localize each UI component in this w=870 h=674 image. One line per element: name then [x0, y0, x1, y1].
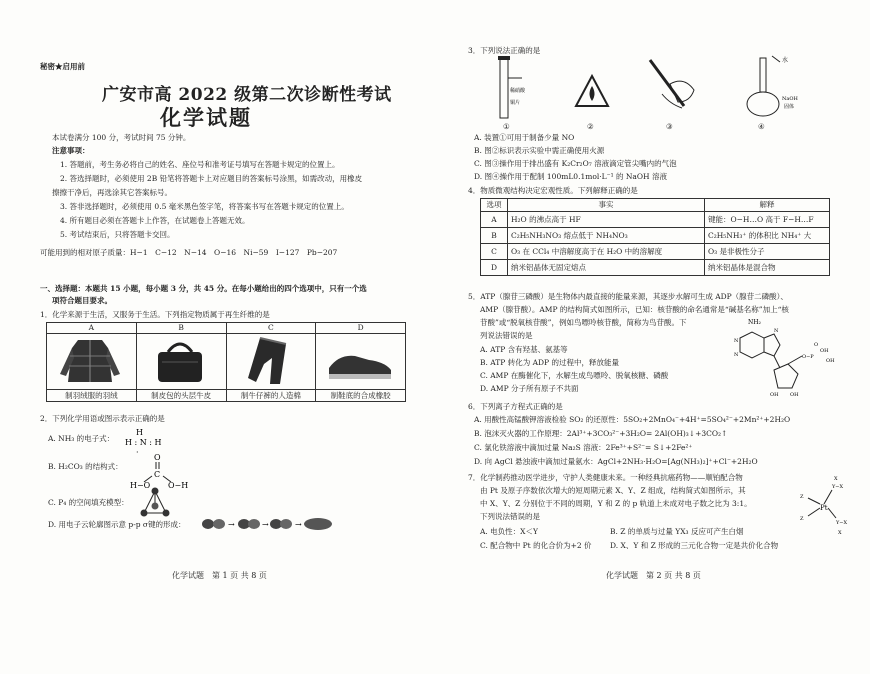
svg-text:O−H: O−H — [168, 481, 189, 490]
svg-text:H : N : H: H : N : H — [125, 438, 162, 447]
svg-text:H: H — [136, 428, 143, 437]
q2-option-a: A. NH₃ 的电子式： — [48, 434, 115, 443]
svg-text:→: → — [228, 520, 235, 529]
notice-1: 1. 答题前，考生务必将自己的姓名、座位号和准考证号填写在答题卡规定的位置上。 — [60, 160, 340, 169]
svg-text:OH: OH — [820, 348, 829, 354]
q4-row-d — [481, 260, 830, 276]
handbag-icon — [140, 334, 220, 386]
intro-text: 本试卷满分 100 分，考试时间 75 分钟。 — [52, 133, 191, 142]
shoe-icon — [319, 334, 399, 386]
q4-header-option: 选项 — [481, 199, 508, 212]
leather-bag-image — [136, 334, 226, 390]
q6-option-a: A. 用酸性高锰酸钾溶液检验 SO₂ 的还原性：5SO₂+2MnO₄⁻+4H⁺=5SO₄²⁻+2Mn²⁺+2H₂O — [474, 415, 791, 424]
burette-hand-icon — [640, 56, 700, 116]
q5-option-a: A. ATP 含有羟基、氨基等 — [480, 345, 568, 354]
q4-table — [480, 198, 830, 276]
notice-5: 5. 考试结束后，只将答题卡交回。 — [60, 230, 175, 239]
p4-model — [140, 488, 170, 518]
q4-row-b-explain: C₂H₅NH₃⁺ 的体积比 NH₄⁺ 大 — [705, 228, 830, 244]
q5-option-c: C. AMP 在酶催化下，水解生成鸟嘌呤、脱氧核糖、磷酸 — [480, 371, 669, 380]
notice-title: 注意事项： — [52, 146, 90, 155]
q3-option-d: D. 图④操作用于配制 100mL0.1mol·L⁻¹ 的 NaOH 溶液 — [474, 172, 667, 181]
h2co3-structure — [130, 452, 190, 488]
q2-option-b: B. H₂CO₃ 的结构式： — [48, 462, 123, 471]
notice-3: 3. 答非选择题时，必须使用 0.5 毫米黑色签字笔，将答案书写在答题卡规定的位置上。 — [60, 202, 349, 211]
q1-caption-d: 制鞋底的合成橡胶 — [316, 390, 406, 402]
question-5-line-1: 5．ATP（腺苷三磷酸）是生物体内最直接的能量来源，其逐步水解可生成 ADP（腺苷二磷酸）、 — [468, 292, 788, 301]
fig2-number: ② — [587, 122, 594, 131]
page-2-footer: 化学试题 第 2 页 共 8 页 — [606, 571, 701, 580]
section-one-heading-cont: 项符合题目要求。 — [52, 296, 112, 305]
fig4-label-naoh: NaOH — [782, 96, 798, 102]
q4-row-d-explain: 纳米铝晶体是混合物 — [705, 260, 830, 276]
q4-row-a-option: A — [481, 212, 508, 228]
notice-2: 2. 答选择题时，必须使用 2B 铅笔将答题卡上对应题目的答案标号涂黑，如需改动，用橡皮 — [60, 174, 363, 183]
svg-text:N: N — [734, 352, 739, 358]
q3-option-b: B. 图②标识表示实验中需正确使用火源 — [474, 146, 605, 155]
svg-text:X: X — [838, 530, 842, 536]
q3-option-c: C. 图③操作用于排出盛有 K₂Cr₂O₇ 溶液滴定管尖嘴内的气泡 — [474, 159, 677, 168]
q4-header-row — [481, 199, 830, 212]
svg-text:OH: OH — [770, 392, 779, 398]
svg-text:Y−X: Y−X — [832, 484, 844, 490]
svg-text:OH: OH — [790, 392, 799, 398]
q4-row-a-explain: 键能：O−H…O 高于 F−H…F — [705, 212, 830, 228]
q1-caption-row — [47, 390, 406, 402]
down-jacket-icon — [50, 334, 130, 386]
jeans-image — [226, 334, 316, 390]
notice-4: 4. 所有题目必须在答题卡上作答，在试题卷上答题无效。 — [60, 216, 250, 225]
q1-caption-a: 制羽绒服的羽绒 — [47, 390, 137, 402]
fig4-label-water: 水 — [782, 57, 789, 64]
q3-option-a: A. 装置①可用于制备少量 NO — [474, 133, 575, 142]
question-4: 4．物质微观结构决定宏观性质。下列解释正确的是 — [468, 186, 638, 195]
q4-row-c-explain: O₃ 是非极性分子 — [705, 244, 830, 260]
question-6: 6．下列离子方程式正确的是 — [468, 402, 563, 411]
q4-row-b-fact: C₂H₅NH₃NO₃ 熔点低于 NH₄NO₃ — [508, 228, 705, 244]
jeans-icon — [230, 334, 310, 386]
svg-text:→: → — [262, 520, 269, 529]
svg-text:N: N — [774, 328, 779, 334]
question-5-line-3: 苷酸”或“脱氧核苷酸”，例如鸟嘌呤核苷酸，简称为鸟苷酸。下 — [480, 318, 687, 327]
svg-text:·: · — [136, 448, 139, 457]
svg-text:O: O — [154, 453, 161, 462]
secret-label: 秘密★启用前 — [40, 62, 85, 71]
svg-text:Y−X: Y−X — [836, 520, 848, 526]
svg-text:Z: Z — [800, 494, 804, 500]
q4-row-a-fact: H₂O 的沸点高于 HF — [508, 212, 705, 228]
q4-row-c-fact: O₃ 在 CCl₄ 中溶解度高于在 H₂O 中的溶解度 — [508, 244, 705, 260]
q6-option-d: D. 向 AgCl 悬浊液中滴加过量氨水：AgCl+2NH₃·H₂O=[Ag(NH₃)₂]⁺+Cl⁻+2H₂O — [474, 457, 758, 466]
shoe-image — [316, 334, 406, 390]
page-1 — [0, 0, 430, 674]
q1-header-c: C — [226, 323, 316, 334]
svg-text:OH: OH — [826, 358, 835, 364]
question-3: 3．下列说法正确的是 — [468, 46, 541, 55]
svg-text:C: C — [154, 470, 161, 479]
section-one-heading: 一、选择题：本题共 15 小题，每小题 3 分，共 45 分。在每小题给出的四个选项中，只有一个选 — [40, 284, 367, 293]
svg-text:H−O: H−O — [130, 481, 151, 490]
question-2: 2．下列化学用语或图示表示正确的是 — [40, 414, 165, 423]
svg-text:X: X — [834, 476, 838, 482]
fig1-number: ① — [503, 122, 510, 131]
q4-header-explain: 解释 — [705, 199, 830, 212]
q7-option-a: A. 电负性：X＜Y — [480, 527, 538, 536]
q7-option-b: B. Z 的单质与过量 YX₃ 反应可产生白烟 — [610, 527, 744, 536]
q1-header-b: B — [136, 323, 226, 334]
fig3-number: ③ — [666, 122, 673, 131]
question-7-line-4: 下列说法错误的是 — [480, 512, 540, 521]
question-7-line-1: 7．化学制药推动医学进步，守护人类健康未来。一种经典抗癌药物——顺铂配合物 — [468, 473, 743, 482]
svg-text:N: N — [734, 338, 739, 344]
svg-text:O: O — [814, 342, 819, 348]
q1-caption-c: 制牛仔裤的人造棉 — [226, 390, 316, 402]
amp-structure — [730, 318, 840, 398]
q7-option-c: C. 配合物中 Pt 的化合价为+2 价 — [480, 541, 592, 550]
subject-title: 化学试题 — [160, 105, 252, 130]
q2-option-c: C. P₄ 的空间填充模型： — [48, 498, 129, 507]
volumetric-flask-icon — [738, 52, 808, 120]
p-p-sigma-diagram — [200, 516, 340, 532]
atomic-masses: 可能用到的相对原子质量：H−1 C−12 N−14 O−16 Ni−59 I−127 Pb−207 — [40, 248, 338, 257]
q5-option-b: B. ATP 转化为 ADP 的过程中，释放能量 — [480, 358, 619, 367]
question-7-line-2: 由 Pt 及原子序数依次增大的短周期元素 X、Y、Z 组成，结构简式如图所示，其 — [480, 486, 746, 495]
page-2 — [440, 0, 870, 674]
q1-table — [46, 322, 406, 402]
q1-header-a: A — [47, 323, 137, 334]
q6-option-b: B. 泡沫灭火器的工作原理：2Al³⁺+3CO₃²⁻+3H₂O= 2Al(OH)₃↓+3CO₂↑ — [474, 429, 728, 438]
q1-header-row — [47, 323, 406, 334]
page-1-footer: 化学试题 第 1 页 共 8 页 — [172, 571, 267, 580]
q4-row-a — [481, 212, 830, 228]
question-7-line-3: 中 X、Y、Z 分别位于不同的周期，Y 和 Z 的 p 轨道上未成对电子数之比为 3:1。 — [480, 499, 752, 508]
fig4-number: ④ — [758, 122, 765, 131]
svg-text:Z: Z — [800, 516, 804, 522]
cisplatin-structure — [798, 474, 854, 538]
q2-option-d: D. 用电子云轮廓图示意 p-p σ键的形成： — [48, 520, 186, 529]
svg-text:→: → — [295, 520, 302, 529]
question-5-line-4: 列说法错误的是 — [480, 331, 533, 340]
q4-row-b-option: B — [481, 228, 508, 244]
question-1: 1．化学来源于生活，又服务于生活。下列指定物质属于再生纤维的是 — [40, 310, 270, 319]
q1-image-row — [47, 334, 406, 390]
fig4-label-solid: 固体 — [784, 104, 795, 110]
q1-caption-b: 制皮包的头层牛皮 — [136, 390, 226, 402]
fire-warning-icon — [574, 74, 610, 110]
fig1-label-copper: 铜片 — [510, 100, 521, 106]
q4-row-c — [481, 244, 830, 260]
svg-text:NH₂: NH₂ — [748, 319, 761, 326]
q7-option-d: D. X、Y 和 Z 形成的三元化合物一定是共价化合物 — [610, 541, 779, 550]
svg-text:O−P: O−P — [802, 354, 814, 360]
notice-2b: 擦擦干净后，再选涂其它答案标号。 — [52, 188, 172, 197]
q1-header-d: D — [316, 323, 406, 334]
q4-row-d-fact: 纳米铝晶体无固定熔点 — [508, 260, 705, 276]
q4-row-b — [481, 228, 830, 244]
q6-option-c: C. 氯化铁溶液中滴加过量 Na₂S 溶液：2Fe³⁺+S²⁻= S↓+2Fe²⁺ — [474, 443, 693, 452]
q5-option-d: D. AMP 分子所有原子不共面 — [480, 384, 579, 393]
question-5-line-2: AMP（腺苷酸）。AMP 的结构简式如图所示，已知：核苷酸的命名通常是“碱基名称”加上“核 — [480, 305, 789, 314]
svg-text:Pt: Pt — [820, 504, 828, 512]
fig1-apparatus — [488, 58, 524, 124]
down-jacket-image — [47, 334, 137, 390]
q4-header-fact: 事实 — [508, 199, 705, 212]
exam-title: 广安市高 2022 级第二次诊断性考试 — [102, 85, 392, 105]
fig1-label-nitric: 稀硝酸 — [510, 88, 526, 94]
q4-row-c-option: C — [481, 244, 508, 260]
q4-row-d-option: D — [481, 260, 508, 276]
